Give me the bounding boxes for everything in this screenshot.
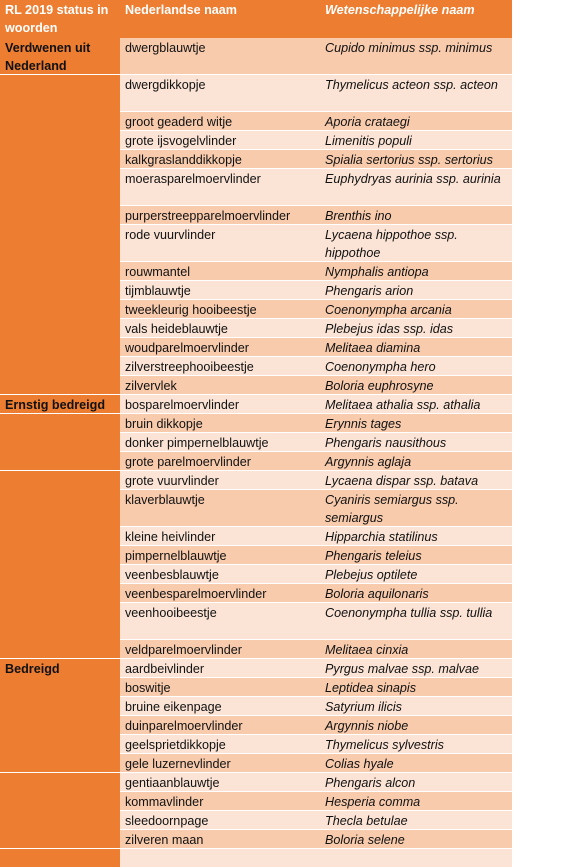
- dutch-name-cell: sleedoornpage: [120, 811, 320, 830]
- table-row: [0, 319, 512, 338]
- status-cell: [0, 678, 120, 697]
- scientific-name-cell: Phengaris arion: [320, 281, 512, 300]
- status-cell: [0, 338, 120, 357]
- scientific-name-cell: Melitaea diamina: [320, 338, 512, 357]
- status-cell: [0, 281, 120, 300]
- status-cell: [0, 131, 120, 150]
- scientific-name-cell: Brenthis ino: [320, 206, 512, 225]
- status-cell: [0, 262, 120, 281]
- status-cell: [0, 376, 120, 395]
- dutch-name-cell: pimpernelblauwtje: [120, 546, 320, 565]
- status-cell: [0, 735, 120, 754]
- dutch-name-cell: veldparelmoervlinder: [120, 640, 320, 659]
- table-row: [0, 754, 512, 773]
- table-row: [0, 792, 512, 811]
- table-row: [0, 75, 512, 112]
- table-row: [0, 433, 512, 452]
- table-row: [0, 830, 512, 849]
- dutch-name-cell: aardbeivlinder: [120, 659, 320, 678]
- dutch-name-cell: moerasparelmoervlinder: [120, 169, 320, 206]
- status-cell: [0, 452, 120, 471]
- table-row: [0, 716, 512, 735]
- table-row: [0, 262, 512, 281]
- table-row: [0, 678, 512, 697]
- table-row: [0, 395, 512, 414]
- table-row: [0, 849, 512, 868]
- scientific-name-cell: Erynnis tages: [320, 414, 512, 433]
- status-cell: [0, 792, 120, 811]
- scientific-name-cell: Colias hyale: [320, 754, 512, 773]
- table-row: [0, 169, 512, 206]
- status-cell: [0, 490, 120, 527]
- dutch-name-cell: gentiaanblauwtje: [120, 773, 320, 792]
- status-cell: [0, 830, 120, 849]
- scientific-name-cell: Coenonympha arcania: [320, 300, 512, 319]
- dutch-name-cell: vals heideblauwtje: [120, 319, 320, 338]
- table-row: [0, 735, 512, 754]
- table-row: [0, 281, 512, 300]
- table-row: [0, 357, 512, 376]
- table-row: [0, 659, 512, 678]
- table-row: [0, 300, 512, 319]
- table-row: [0, 376, 512, 395]
- dutch-name-cell: donker pimpernelblauwtje: [120, 433, 320, 452]
- scientific-name-cell: Boloria selene: [320, 830, 512, 849]
- table-row: [0, 527, 512, 546]
- table-row: [0, 150, 512, 169]
- header-status: RL 2019 status in woorden: [5, 3, 109, 35]
- dutch-name-cell: dwergdikkopje: [120, 75, 320, 112]
- dutch-name-cell: rode vuurvlinder: [120, 225, 320, 262]
- status-cell: [0, 849, 120, 868]
- table-row: [0, 490, 512, 527]
- dutch-name-cell: dwergblauwtje: [120, 38, 320, 75]
- table-row: [0, 773, 512, 792]
- status-cell: [0, 471, 120, 490]
- status-cell: [0, 527, 120, 546]
- table-row: [0, 414, 512, 433]
- dutch-name-cell: bruine eikenpage: [120, 697, 320, 716]
- scientific-name-cell: Melitaea cinxia: [320, 640, 512, 659]
- scientific-name-cell: Cupido minimus ssp. minimus: [320, 38, 512, 75]
- dutch-name-cell: bosparelmoervlinder: [120, 395, 320, 414]
- dutch-name-cell: veenhooibeestje: [120, 603, 320, 640]
- dutch-name-cell: grote vuurvlinder: [120, 471, 320, 490]
- scientific-name-cell: Plebejus optilete: [320, 565, 512, 584]
- scientific-name-cell: Phengaris alcon: [320, 773, 512, 792]
- dutch-name-cell: boswitje: [120, 678, 320, 697]
- dutch-name-cell: groot geaderd witje: [120, 112, 320, 131]
- table-row: [0, 131, 512, 150]
- status-cell: Bedreigd: [0, 659, 120, 678]
- status-cell: [0, 75, 120, 112]
- status-cell: Ernstig bedreigd: [0, 395, 120, 414]
- dutch-name-cell: veenbesblauwtje: [120, 565, 320, 584]
- status-cell: Verdwenen uit Nederland: [0, 38, 120, 75]
- scientific-name-cell: Phengaris nausithous: [320, 433, 512, 452]
- scientific-name-cell: Boloria aquilonaris: [320, 584, 512, 603]
- scientific-name-cell: Lycaena hippothoe ssp. hippothoe: [320, 225, 512, 262]
- dutch-name-cell: kalkgraslanddikkopje: [120, 150, 320, 169]
- dutch-name-cell: tijmblauwtje: [120, 281, 320, 300]
- dutch-name-cell: kommavlinder: [120, 792, 320, 811]
- scientific-name-cell: Hesperia comma: [320, 792, 512, 811]
- scientific-name-cell: Pyrgus malvae ssp. malvae: [320, 659, 512, 678]
- status-cell: [0, 754, 120, 773]
- table-row: [0, 206, 512, 225]
- status-cell: [0, 150, 120, 169]
- table-row: [0, 603, 512, 640]
- header-scientific-name: Wetenschappelijke naam: [325, 3, 475, 17]
- dutch-name-cell: zilverstreephooibeestje: [120, 357, 320, 376]
- scientific-name-cell: Euphydryas aurinia ssp. aurinia: [320, 169, 512, 206]
- scientific-name-cell: [320, 849, 512, 868]
- header-dutch-name: Nederlandse naam: [125, 3, 237, 17]
- table-row: [0, 38, 512, 75]
- table-header-row: [0, 0, 512, 38]
- table-row: [0, 225, 512, 262]
- status-cell: [0, 433, 120, 452]
- dutch-name-cell: zilvervlek: [120, 376, 320, 395]
- dutch-name-cell: tweekleurig hooibeestje: [120, 300, 320, 319]
- scientific-name-cell: Hipparchia statilinus: [320, 527, 512, 546]
- scientific-name-cell: Cyaniris semiargus ssp. semiargus: [320, 490, 512, 527]
- status-cell: [0, 640, 120, 659]
- scientific-name-cell: Satyrium ilicis: [320, 697, 512, 716]
- table-row: [0, 565, 512, 584]
- dutch-name-cell: veenbesparelmoervlinder: [120, 584, 320, 603]
- status-cell: [0, 414, 120, 433]
- status-cell: [0, 357, 120, 376]
- status-cell: [0, 300, 120, 319]
- dutch-name-cell: duinparelmoervlinder: [120, 716, 320, 735]
- table-row: [0, 471, 512, 490]
- table-row: [0, 546, 512, 565]
- status-cell: [0, 773, 120, 792]
- dutch-name-cell: kleine heivlinder: [120, 527, 320, 546]
- dutch-name-cell: zilveren maan: [120, 830, 320, 849]
- dutch-name-cell: grote ijsvogelvlinder: [120, 131, 320, 150]
- table-row: [0, 452, 512, 471]
- status-cell: [0, 112, 120, 131]
- table-row: [0, 338, 512, 357]
- scientific-name-cell: Leptidea sinapis: [320, 678, 512, 697]
- status-cell: [0, 716, 120, 735]
- dutch-name-cell: woudparelmoervlinder: [120, 338, 320, 357]
- scientific-name-cell: Thymelicus sylvestris: [320, 735, 512, 754]
- scientific-name-cell: Argynnis niobe: [320, 716, 512, 735]
- scientific-name-cell: Coenonympha tullia ssp. tullia: [320, 603, 512, 640]
- status-cell: [0, 225, 120, 262]
- status-cell: [0, 565, 120, 584]
- scientific-name-cell: Plebejus idas ssp. idas: [320, 319, 512, 338]
- scientific-name-cell: Boloria euphrosyne: [320, 376, 512, 395]
- table-row: [0, 697, 512, 716]
- status-cell: [0, 584, 120, 603]
- dutch-name-cell: geelsprietdikkopje: [120, 735, 320, 754]
- scientific-name-cell: Phengaris teleius: [320, 546, 512, 565]
- dutch-name-cell: grote parelmoervlinder: [120, 452, 320, 471]
- table-row: [0, 112, 512, 131]
- table-row: [0, 584, 512, 603]
- dutch-name-cell: bruin dikkopje: [120, 414, 320, 433]
- scientific-name-cell: Lycaena dispar ssp. batava: [320, 471, 512, 490]
- scientific-name-cell: Aporia crataegi: [320, 112, 512, 131]
- scientific-name-cell: Coenonympha hero: [320, 357, 512, 376]
- scientific-name-cell: Melitaea athalia ssp. athalia: [320, 395, 512, 414]
- status-cell: [0, 546, 120, 565]
- dutch-name-cell: gele luzernevlinder: [120, 754, 320, 773]
- table-row: [0, 811, 512, 830]
- scientific-name-cell: Nymphalis antiopa: [320, 262, 512, 281]
- scientific-name-cell: Argynnis aglaja: [320, 452, 512, 471]
- scientific-name-cell: Limenitis populi: [320, 131, 512, 150]
- scientific-name-cell: Thecla betulae: [320, 811, 512, 830]
- status-cell: [0, 811, 120, 830]
- status-cell: [0, 169, 120, 206]
- dutch-name-cell: [120, 849, 320, 868]
- dutch-name-cell: purperstreepparelmoervlinder: [120, 206, 320, 225]
- status-cell: [0, 319, 120, 338]
- status-cell: [0, 603, 120, 640]
- status-cell: [0, 697, 120, 716]
- status-cell: [0, 206, 120, 225]
- scientific-name-cell: Thymelicus acteon ssp. acteon: [320, 75, 512, 112]
- dutch-name-cell: rouwmantel: [120, 262, 320, 281]
- dutch-name-cell: klaverblauwtje: [120, 490, 320, 527]
- table-row: [0, 640, 512, 659]
- scientific-name-cell: Spialia sertorius ssp. sertorius: [320, 150, 512, 169]
